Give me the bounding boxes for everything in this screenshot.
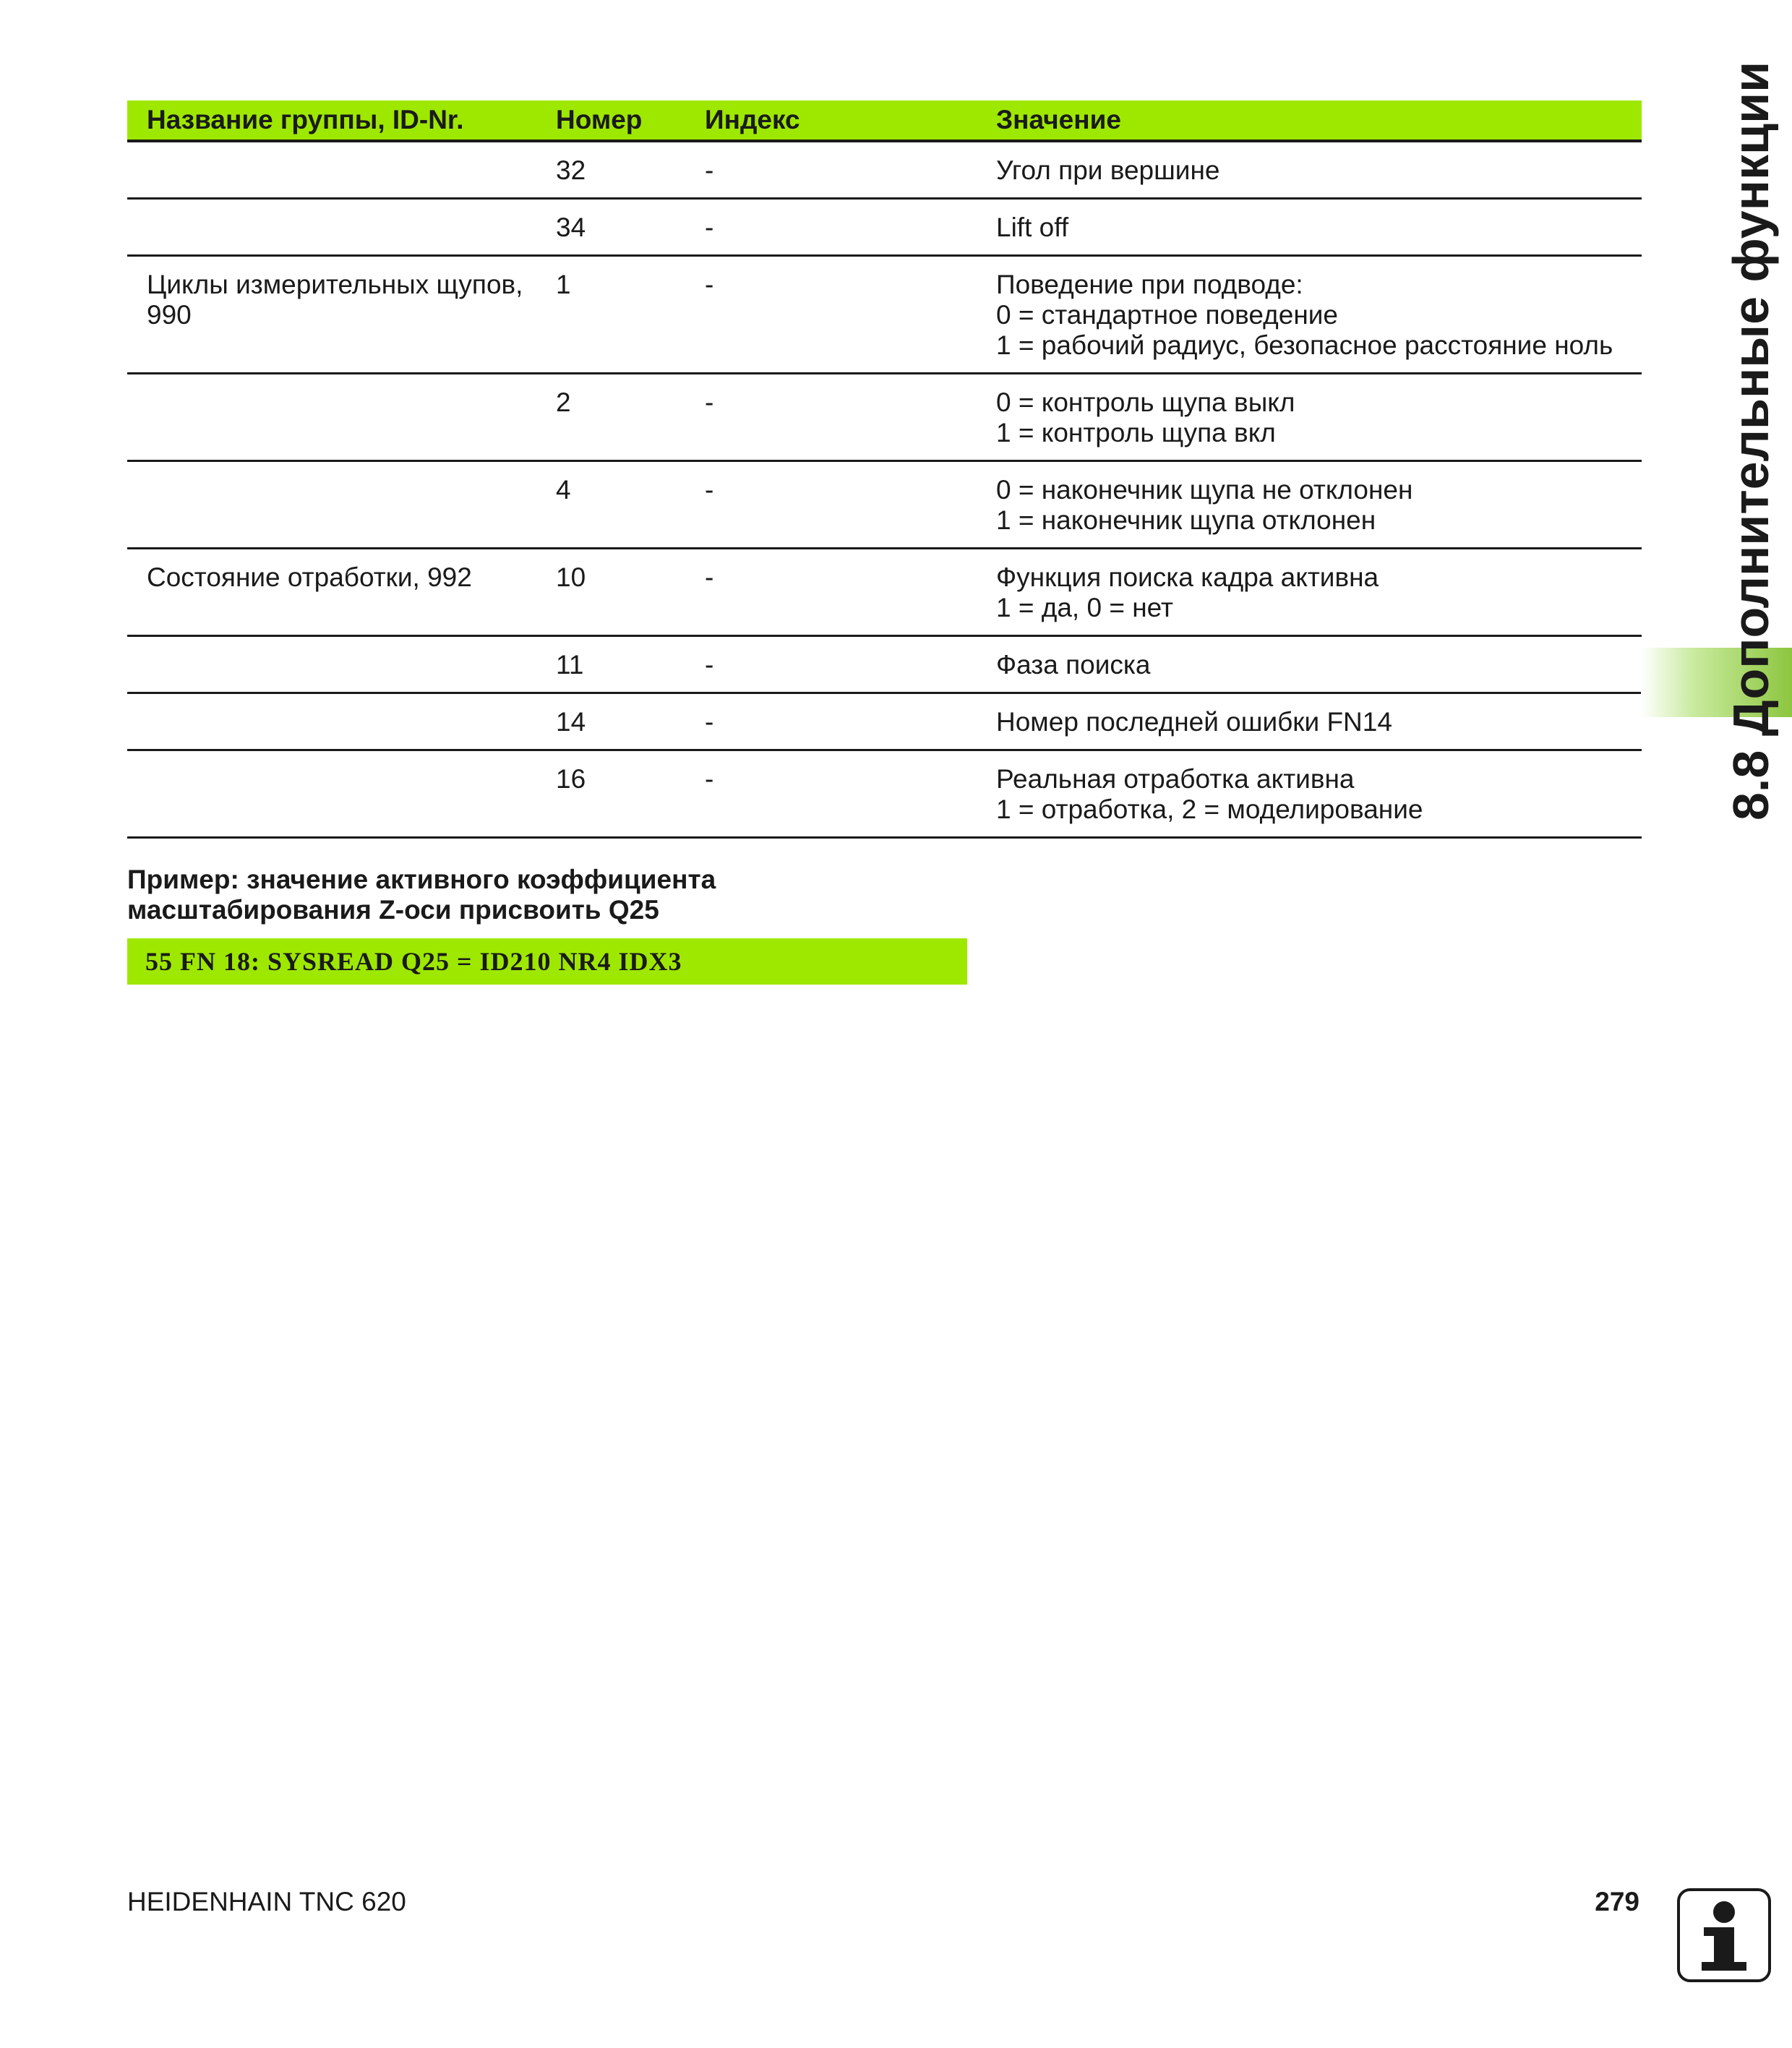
- cell-group: Состояние отработки, 992: [147, 562, 472, 592]
- cell-value: Номер последней ошибки FN14: [996, 707, 1392, 737]
- cell-group: [127, 200, 556, 254]
- cell-value: Поведение при подводе: 0 = стандартное поведение 1 = рабочий радиус, безопасное расстояние ноль: [996, 270, 1613, 360]
- table-row: [127, 374, 1642, 462]
- cell-index: -: [705, 387, 714, 417]
- cell-index: -: [705, 650, 714, 680]
- cell-value: 0 = контроль щупа выкл 1 = контроль щупа вкл: [996, 387, 1295, 447]
- table-row: [127, 257, 1642, 374]
- cell-group: [127, 637, 556, 692]
- example-heading: Пример: значение активного коэффициента масштабирования Z-оси присвоить Q25: [127, 865, 716, 925]
- footer-product: HEIDENHAIN TNC 620: [127, 1887, 406, 1916]
- cell-number: 16: [556, 764, 586, 794]
- table-row: [127, 142, 1642, 200]
- cell-group: [127, 374, 556, 460]
- cell-number: 2: [556, 387, 571, 417]
- table-row: [127, 694, 1642, 751]
- page-number: 279: [1595, 1887, 1639, 1916]
- table-row: [127, 462, 1642, 549]
- cell-number: 4: [556, 475, 571, 505]
- header-number: Номер: [556, 105, 643, 134]
- table-row: [127, 549, 1642, 637]
- cell-index: -: [705, 764, 714, 794]
- table-header: [127, 100, 1642, 142]
- cell-group: [127, 462, 556, 547]
- cell-number: 10: [556, 562, 586, 592]
- chapter-section-title: 8.8 Дополнительные функции: [1723, 61, 1779, 821]
- cell-index: -: [705, 707, 714, 737]
- cell-number: 1: [556, 270, 571, 299]
- table-row: [127, 200, 1642, 257]
- table-row: [127, 751, 1642, 839]
- cell-index: -: [705, 213, 714, 242]
- cell-value: Lift off: [996, 213, 1069, 242]
- cell-value: Реальная отработка активна 1 = отработка, 2 = моделирование: [996, 764, 1423, 824]
- cell-value: Угол при вершине: [996, 155, 1220, 185]
- header-group: Название группы, ID-Nr.: [147, 105, 464, 134]
- cell-index: -: [705, 155, 714, 185]
- header-value: Значение: [996, 105, 1121, 134]
- cell-value: 0 = наконечник щупа не отклонен 1 = наконечник щупа отклонен: [996, 475, 1413, 535]
- example-code-line: 55 FN 18: SYSREAD Q25 = ID210 NR4 IDX3: [145, 947, 682, 976]
- example-code-block: [127, 938, 967, 985]
- info-icon-serif-bottom: [1702, 1962, 1746, 1971]
- cell-group: [127, 694, 556, 749]
- info-icon-stem: [1714, 1927, 1734, 1963]
- cell-number: 11: [556, 650, 584, 680]
- cell-number: 32: [556, 155, 586, 185]
- cell-index: -: [705, 270, 714, 299]
- cell-value: Функция поиска кадра активна 1 = да, 0 = нет: [996, 562, 1379, 622]
- cell-number: 34: [556, 213, 586, 242]
- info-icon[interactable]: [1677, 1888, 1771, 1982]
- info-icon-dot: [1713, 1901, 1735, 1923]
- cell-value: Фаза поиска: [996, 650, 1151, 680]
- cell-index: -: [705, 562, 714, 592]
- system-data-table: [127, 100, 1642, 839]
- table-row: [127, 637, 1642, 694]
- cell-number: 14: [556, 707, 586, 737]
- cell-group: [127, 751, 556, 836]
- cell-group: [127, 142, 556, 197]
- cell-group: Циклы измерительных щупов, 990: [147, 270, 523, 330]
- cell-index: -: [705, 475, 714, 505]
- header-index: Индекс: [705, 105, 800, 134]
